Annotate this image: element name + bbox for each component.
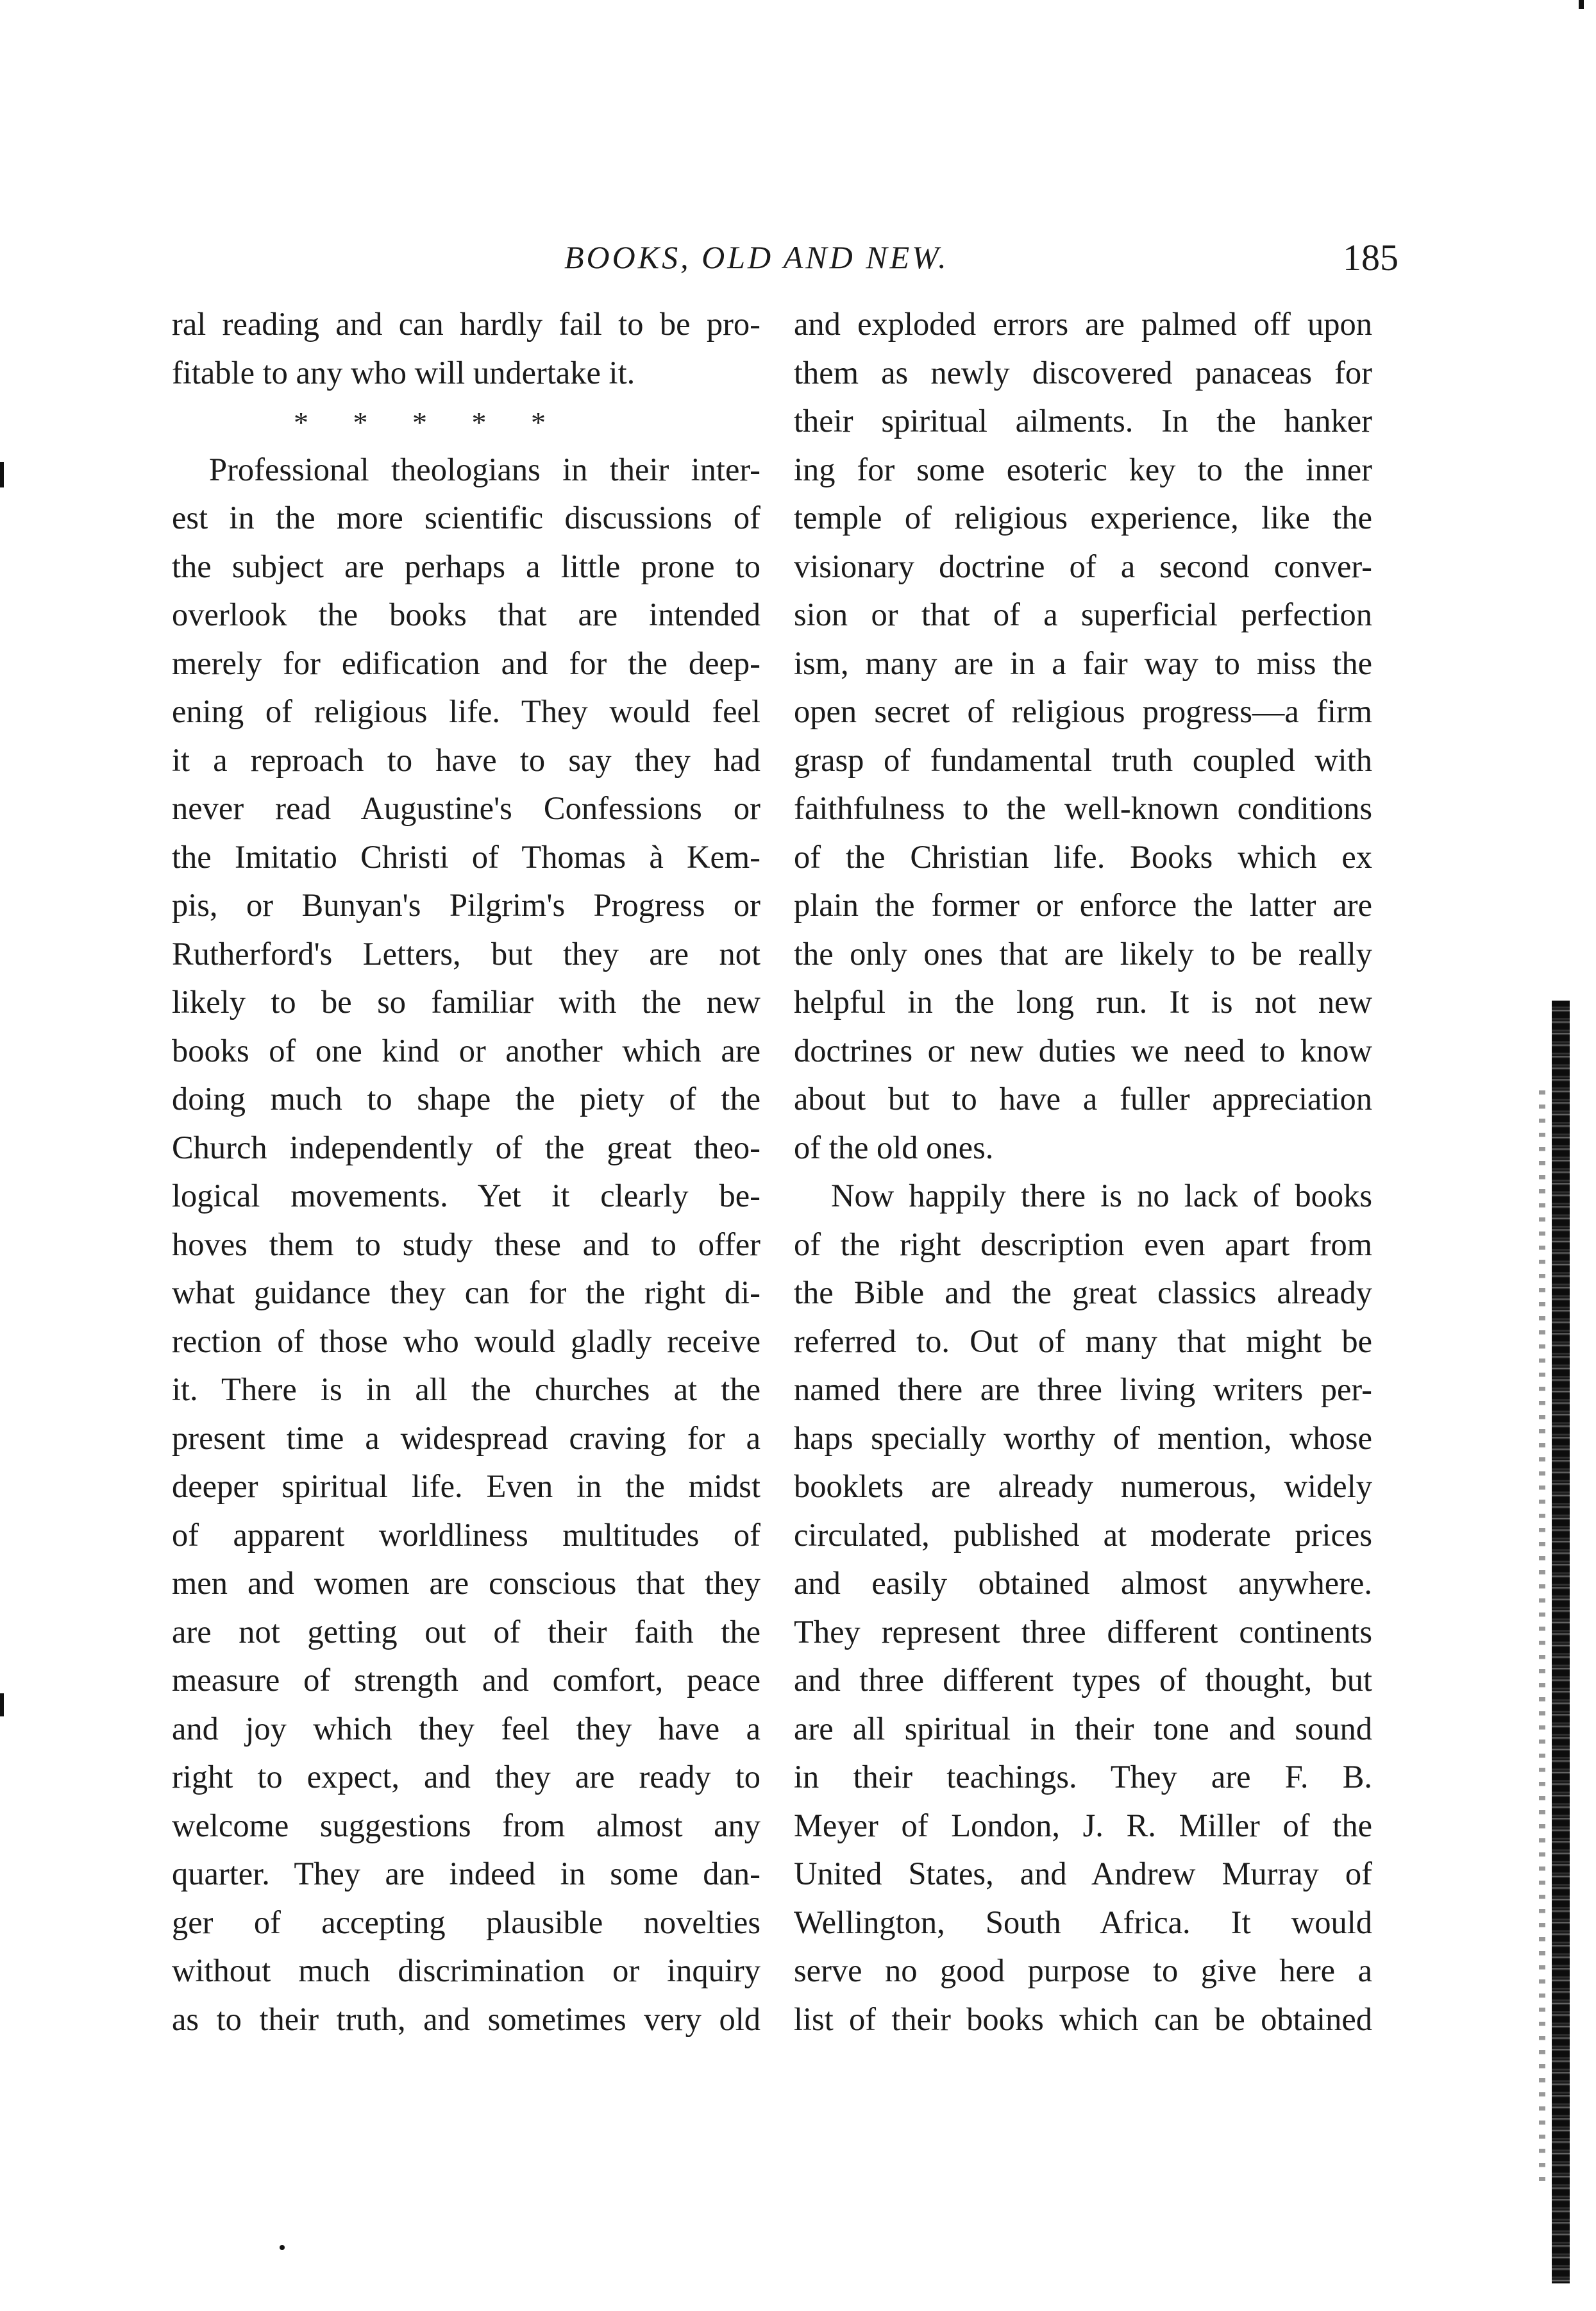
- text-line: pis, or Bunyan's Pilgrim's Progress or: [172, 887, 760, 923]
- text-line: likely to be so familiar with the new: [172, 984, 760, 1020]
- text-line: ger of accepting plausible novelties: [172, 1904, 760, 1940]
- text-line: serve no good purpose to give here a: [794, 1952, 1372, 1988]
- running-title: BOOKS, OLD AND NEW.: [564, 239, 949, 275]
- text-line: and easily obtained almost anywhere.: [794, 1565, 1372, 1601]
- text-line: the only ones that are likely to be really: [794, 935, 1372, 972]
- text-line: doing much to shape the piety of the: [172, 1081, 760, 1117]
- text-line: temple of religious experience, like the: [794, 500, 1372, 536]
- text-line: overlook the books that are intended: [172, 597, 760, 632]
- text-line: Professional theologians in their inter-: [209, 451, 760, 487]
- scanned-binding-shadow: [1539, 1090, 1545, 2181]
- text-line: are all spiritual in their tone and sound: [794, 1710, 1372, 1747]
- text-line: ism, many are in a fair way to miss the: [794, 645, 1372, 681]
- text-line: and exploded errors are palmed off upon: [794, 306, 1372, 342]
- scan-speck: [280, 2245, 285, 2250]
- text-line: welcome suggestions from almost any: [172, 1807, 760, 1843]
- scan-speck: [0, 1693, 4, 1716]
- text-line: Meyer of London, J. R. Miller of the: [794, 1807, 1372, 1843]
- text-line: doctrines or new duties we need to know: [794, 1032, 1372, 1069]
- text-line: est in the more scientific discussions of: [172, 500, 760, 536]
- text-line: United States, and Andrew Murray of: [794, 1856, 1372, 1892]
- text-line: They represent three different continents: [794, 1613, 1372, 1650]
- text-line: what guidance they can for the right di-: [172, 1274, 760, 1310]
- text-line: men and women are conscious that they: [172, 1565, 760, 1601]
- text-line: never read Augustine's Confessions or: [172, 790, 760, 826]
- page-header: [0, 239, 1596, 290]
- text-line: named there are three living writers per-: [794, 1371, 1372, 1407]
- text-line: books of one kind or another which are: [172, 1032, 760, 1069]
- text-line: Now happily there is no lack of books: [831, 1178, 1372, 1214]
- text-line: Church independently of the great theo-: [172, 1129, 760, 1165]
- text-line: the Imitatio Christi of Thomas à Kem-: [172, 838, 760, 875]
- text-line: grasp of fundamental truth coupled with: [794, 741, 1372, 778]
- page-number: 185: [1343, 237, 1399, 278]
- text-line: Wellington, South Africa. It would: [794, 1904, 1372, 1940]
- text-line: faithfulness to the well-known conditions: [794, 790, 1372, 826]
- text-line: of the Christian life. Books which ex: [794, 838, 1372, 875]
- text-line: referred to. Out of many that might be: [794, 1323, 1372, 1359]
- text-line: plain the former or enforce the latter are: [794, 887, 1372, 923]
- text-line: ening of religious life. They would feel: [172, 693, 760, 729]
- text-line: of apparent worldliness multitudes of: [172, 1516, 760, 1553]
- text-line: Rutherford's Letters, but they are not: [172, 935, 760, 972]
- text-line: the subject are perhaps a little prone to: [172, 548, 760, 584]
- text-line: list of their books which can be obtained: [794, 2001, 1372, 2037]
- text-line: measure of strength and comfort, peace: [172, 1662, 760, 1698]
- text-line: sion or that of a superficial perfection: [794, 597, 1372, 632]
- text-line: quarter. They are indeed in some dan-: [172, 1856, 760, 1892]
- text-line: without much discrimination or inquiry: [172, 1952, 760, 1988]
- text-line: right to expect, and they are ready to: [172, 1759, 760, 1795]
- text-line: in their teachings. They are F. B.: [794, 1759, 1372, 1795]
- text-line: rection of those who would gladly receive: [172, 1323, 760, 1359]
- text-line: visionary doctrine of a second conver-: [794, 548, 1372, 584]
- text-line: booklets are already numerous, widely: [794, 1468, 1372, 1504]
- right-column: [794, 300, 1372, 2044]
- scan-speck: [0, 462, 4, 487]
- text-line: circulated, published at moderate prices: [794, 1516, 1372, 1553]
- text-line: and three different types of thought, but: [794, 1662, 1372, 1698]
- text-line: haps specially worthy of mention, whose: [794, 1419, 1372, 1456]
- section-break: * * * * *: [294, 406, 546, 439]
- text-line: it a reproach to have to say they had: [172, 741, 760, 778]
- scanned-binding-edge: [1552, 1001, 1570, 2283]
- text-line: logical movements. Yet it clearly be-: [172, 1178, 760, 1214]
- scan-speck: [1579, 0, 1584, 9]
- text-line: as to their truth, and sometimes very old: [172, 2001, 760, 2037]
- text-line: ral reading and can hardly fail to be pro-: [172, 306, 760, 342]
- text-line: their spiritual ailments. In the hanker: [794, 403, 1372, 439]
- text-line: helpful in the long run. It is not new: [794, 984, 1372, 1020]
- text-line: ing for some esoteric key to the inner: [794, 451, 1372, 487]
- text-line: the Bible and the great classics already: [794, 1274, 1372, 1310]
- text-line: them as newly discovered panaceas for: [794, 354, 1372, 391]
- text-line: and joy which they feel they have a: [172, 1710, 760, 1747]
- text-line: fitable to any who will undertake it.: [172, 354, 635, 391]
- text-line: of the old ones.: [794, 1129, 994, 1165]
- text-line: of the right description even apart from: [794, 1226, 1372, 1262]
- left-column: [172, 300, 760, 2044]
- text-line: merely for edification and for the deep-: [172, 645, 760, 681]
- text-line: about but to have a fuller appreciation: [794, 1081, 1372, 1117]
- text-line: it. There is in all the churches at the: [172, 1371, 760, 1407]
- text-line: are not getting out of their faith the: [172, 1613, 760, 1650]
- text-line: open secret of religious progress—a firm: [794, 693, 1372, 729]
- text-line: present time a widespread craving for a: [172, 1419, 760, 1456]
- text-line: deeper spiritual life. Even in the midst: [172, 1468, 760, 1504]
- text-line: hoves them to study these and to offer: [172, 1226, 760, 1262]
